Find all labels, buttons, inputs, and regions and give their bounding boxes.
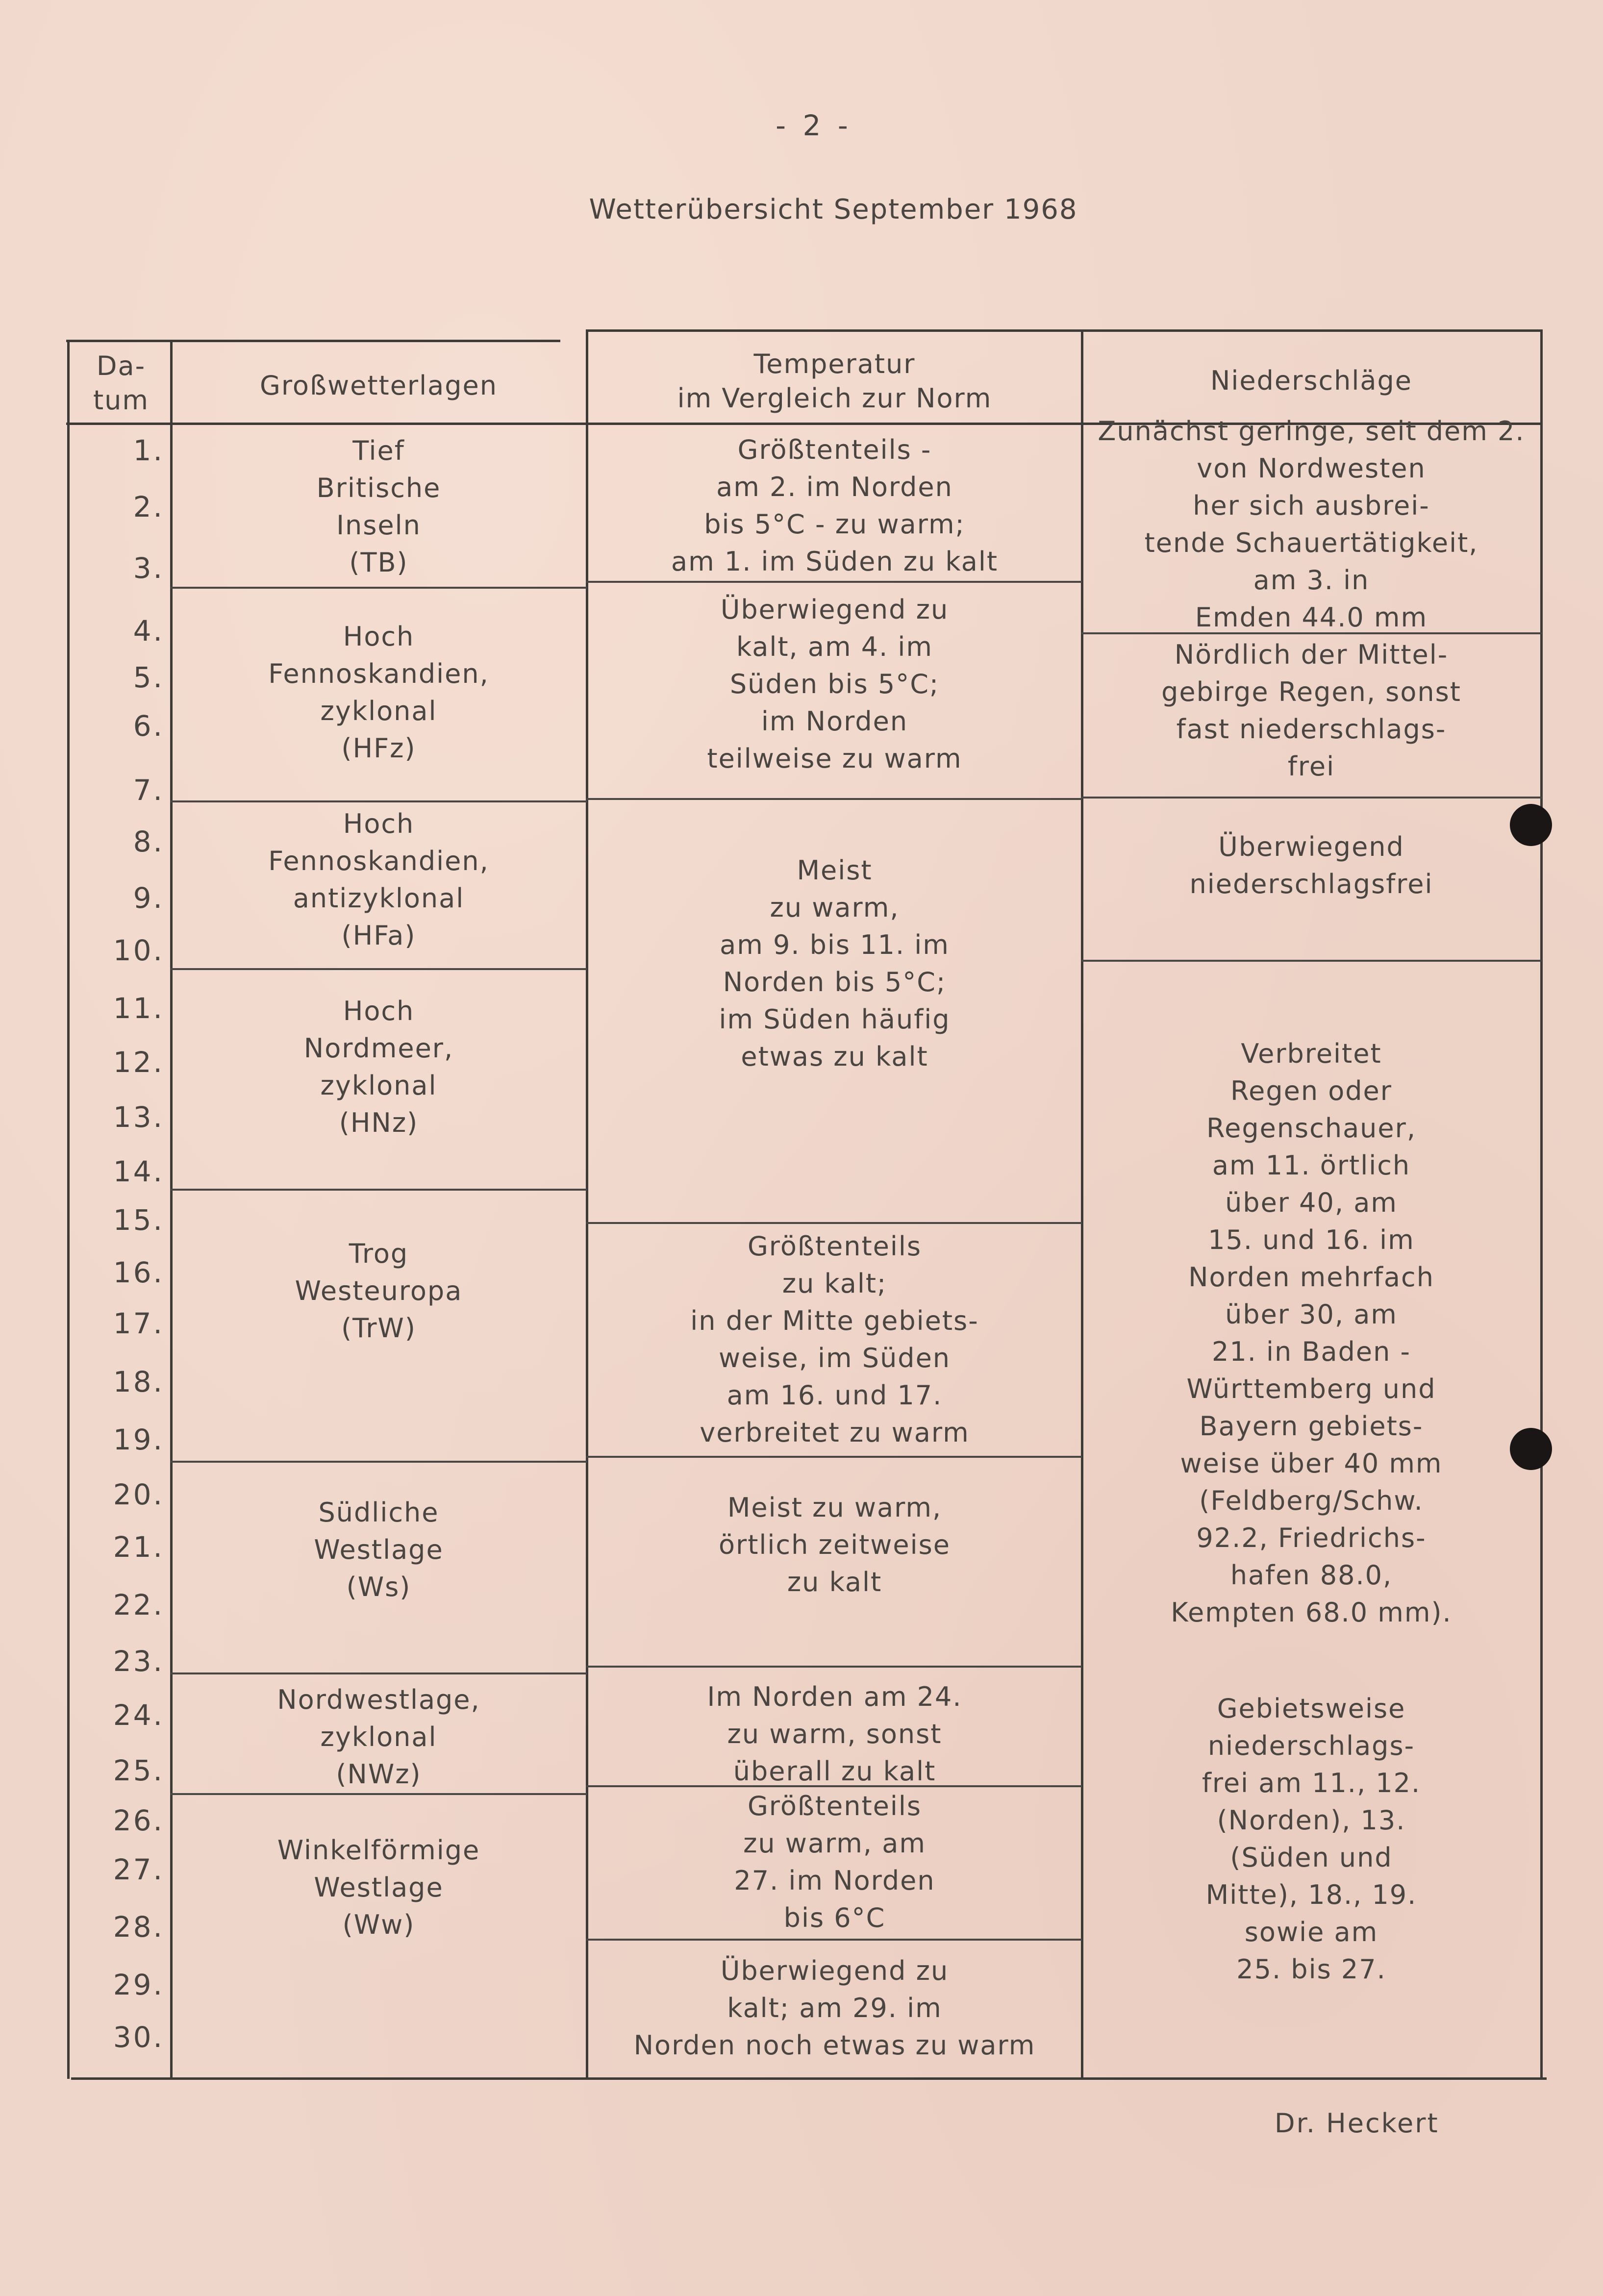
- day-number: 27.: [113, 1853, 164, 1886]
- gwl-separator: [170, 1793, 587, 1795]
- temp-cell: Größtenteils zu kalt; in der Mitte gebiets- weise, im Süden am 16. und 17. verbreitet zu warm: [690, 1231, 979, 1448]
- column-divider-datum: [170, 340, 173, 2079]
- precip-cell: Nördlich der Mittel- gebirge Regen, sonst fast niederschlags- frei: [1161, 639, 1461, 782]
- gwl-cell: Tief Britische Inseln (TB): [316, 435, 441, 578]
- gwl-cell: Hoch Nordmeer, zyklonal (HNz): [303, 996, 454, 1138]
- table-bottom-border: [71, 2077, 1547, 2080]
- precip-cell: Zunächst geringe, seit dem 2. von Nordwesten her sich ausbrei- tende Schauertätigkeit, am 3. in Emden 44.0 mm: [1098, 416, 1525, 633]
- gwl-cell: Nordwestlage, zyklonal (NWz): [277, 1684, 480, 1790]
- gwl-cell: Hoch Fennoskandien, zyklonal (HFz): [268, 621, 489, 764]
- gwl-cell: Hoch Fennoskandien, antizyklonal (HFa): [268, 808, 489, 951]
- header-datum: Da- tum: [93, 350, 149, 416]
- gwl-cell: Südliche Westlage (Ws): [314, 1497, 444, 1602]
- day-number: 12.: [113, 1046, 164, 1079]
- table-left-border: [67, 340, 70, 2079]
- temp-separator: [586, 1456, 1082, 1458]
- day-number: 1.: [133, 434, 164, 467]
- precip-separator: [1081, 797, 1542, 799]
- precip-cell: Verbreitet Regen oder Regenschauer, am 11. örtlich über 40, am 15. und 16. im Norden mehrfach über 30, am 21. in Baden - Württemberg und Bayern gebiets- weise über 40 mm (Feldberg/Schw. 92.2, Friedrichs- hafen 88.0, Kempten 68.0 mm).: [1171, 1038, 1452, 1628]
- day-number: 7.: [133, 774, 164, 807]
- temp-separator: [586, 1222, 1082, 1224]
- day-number: 18.: [113, 1365, 164, 1398]
- day-number: 15.: [113, 1203, 164, 1237]
- header-grosswetterlagen: Großwetterlagen: [260, 370, 498, 401]
- day-number: 24.: [113, 1698, 164, 1732]
- day-number: 26.: [113, 1804, 164, 1837]
- day-number: 28.: [113, 1910, 164, 1944]
- temp-cell: Überwiegend zu kalt; am 29. im Norden noch etwas zu warm: [633, 1955, 1036, 2061]
- day-number: 17.: [113, 1307, 164, 1340]
- page-number: - 2 -: [776, 109, 852, 142]
- temp-separator: [586, 798, 1082, 800]
- day-number: 20.: [113, 1478, 164, 1511]
- day-number: 30.: [113, 2021, 164, 2054]
- day-number: 25.: [113, 1754, 164, 1787]
- gwl-separator: [170, 587, 587, 589]
- gwl-separator: [170, 1189, 587, 1191]
- day-number: 9.: [133, 881, 164, 915]
- signature: Dr. Heckert: [1275, 2108, 1439, 2139]
- header-niederschlaege: Niederschläge: [1210, 365, 1412, 396]
- gwl-cell: Winkelförmige Westlage (Ww): [277, 1835, 480, 1940]
- day-number: 19.: [113, 1423, 164, 1456]
- page-title: Wetterübersicht September 1968: [589, 194, 1078, 225]
- day-number: 22.: [113, 1588, 164, 1622]
- gwl-separator: [170, 968, 587, 970]
- temp-cell: Überwiegend zu kalt, am 4. im Süden bis 5°C; im Norden teilweise zu warm: [707, 594, 962, 774]
- day-number: 2.: [133, 490, 164, 524]
- day-number: 21.: [113, 1530, 164, 1564]
- temp-separator: [586, 581, 1082, 583]
- temp-cell: Größtenteils zu warm, am 27. im Norden bis 6°C: [734, 1791, 935, 1933]
- punch-hole: [1510, 804, 1552, 846]
- temp-cell: Größtenteils - am 2. im Norden bis 5°C - zu warm; am 1. im Süden zu kalt: [671, 434, 999, 577]
- temp-cell: Meist zu warm, am 9. bis 11. im Norden bis 5°C; im Süden häufig etwas zu kalt: [719, 855, 951, 1072]
- gwl-separator: [170, 1672, 587, 1674]
- gwl-cell: Trog Westeuropa (TrW): [295, 1238, 463, 1344]
- day-number: 14.: [113, 1155, 164, 1188]
- column-divider-gwl: [586, 329, 588, 2079]
- precip-cell: Gebietsweise niederschlags- frei am 11., 12. (Norden), 13. (Süden und Mitte), 18., 19. sowie am 25. bis 27.: [1202, 1693, 1421, 1985]
- day-number: 10.: [113, 934, 164, 967]
- table-top-border-right: [586, 329, 1542, 332]
- temp-separator: [586, 1939, 1082, 1941]
- gwl-separator: [170, 1461, 587, 1463]
- header-temperatur: Temperatur im Vergleich zur Norm: [677, 349, 992, 414]
- day-number: 16.: [113, 1256, 164, 1289]
- day-number: 5.: [133, 661, 164, 694]
- punch-hole: [1510, 1428, 1552, 1470]
- day-number: 4.: [133, 614, 164, 648]
- day-number: 29.: [113, 1968, 164, 2001]
- temp-cell: Im Norden am 24. zu warm, sonst überall zu kalt: [707, 1681, 962, 1787]
- column-divider-temp: [1081, 329, 1083, 2079]
- precip-separator: [1081, 960, 1542, 962]
- gwl-separator: [170, 800, 587, 802]
- table-top-border: [66, 340, 560, 342]
- temp-cell: Meist zu warm, örtlich zeitweise zu kalt: [719, 1492, 951, 1597]
- day-number: 11.: [113, 992, 164, 1025]
- day-number: 8.: [133, 825, 164, 858]
- day-number: 23.: [113, 1645, 164, 1678]
- precip-cell: Überwiegend niederschlagsfrei: [1189, 831, 1433, 899]
- day-number: 3.: [133, 551, 164, 585]
- day-number: 13.: [113, 1100, 164, 1134]
- table-right-border: [1540, 329, 1543, 2079]
- temp-separator: [586, 1666, 1082, 1668]
- day-number: 6.: [133, 709, 164, 743]
